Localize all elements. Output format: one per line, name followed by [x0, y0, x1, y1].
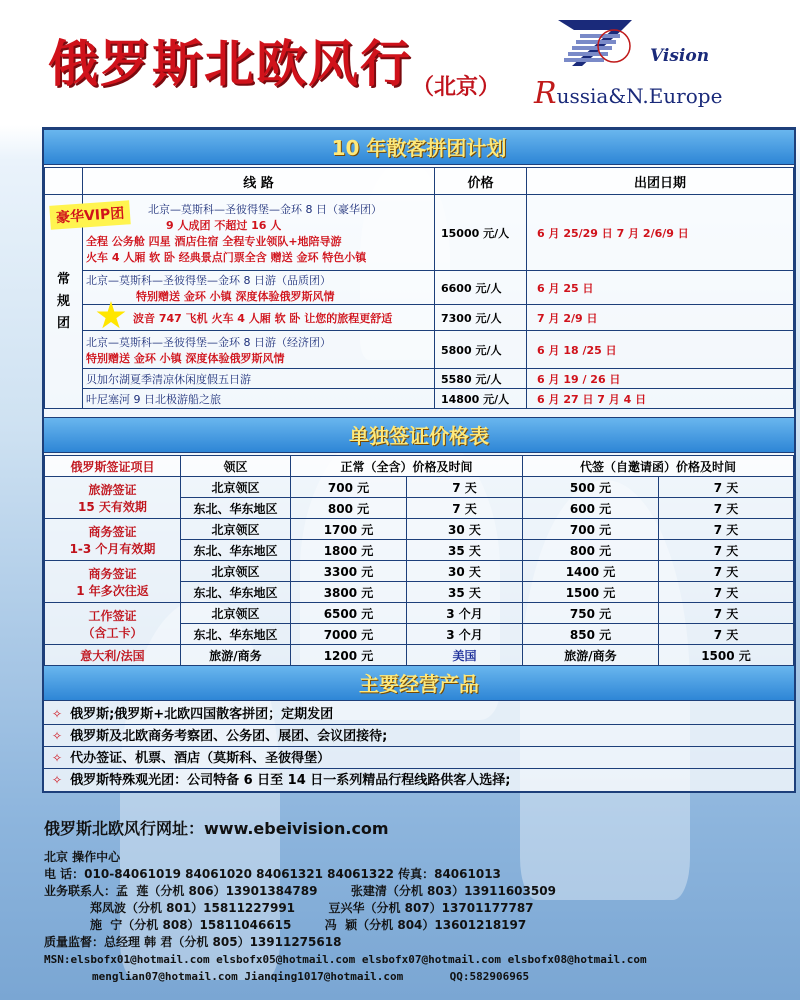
logo-tagline [534, 76, 722, 111]
route-cell [83, 331, 435, 369]
category-label: 常 规 团 [56, 271, 70, 331]
agent-time-cell: 7 天 [659, 561, 794, 582]
normal-price-cell: 1700 元 [291, 519, 407, 540]
normal-price-cell: 3800 元 [291, 582, 407, 603]
normal-price-cell: 3300 元 [291, 561, 407, 582]
visa-type-validity: （含工卡） [82, 625, 143, 640]
table-header-price: 价格 [435, 168, 527, 195]
page-title: 俄罗斯北欧风行 [48, 34, 412, 93]
visa-extra-price: 1200 元 [291, 645, 407, 666]
visa-type-cell [45, 603, 181, 645]
agent-time-cell: 7 天 [659, 477, 794, 498]
visa-type-cell [45, 561, 181, 603]
normal-time-cell: 7 天 [407, 477, 523, 498]
normal-time-cell: 3 个月 [407, 624, 523, 645]
table-header-region: 领区 [181, 456, 291, 477]
table-row [45, 389, 794, 409]
table-row [45, 305, 794, 331]
route-note: 全程 公务舱 四星 酒店住宿 全程专业领队+地陪导游 [86, 234, 342, 248]
route-cell: 贝加尔湖夏季清凉休闲度假五日游 [83, 369, 435, 389]
table-header-blank [45, 168, 83, 195]
agent-price-cell: 850 元 [523, 624, 659, 645]
table-row [45, 519, 794, 540]
contacts-line: 郑凤波（分机 801）15811227991 豆兴华（分机 807）13701177787 [44, 901, 534, 915]
visa-extra-type: 旅游/商务 [523, 645, 659, 666]
region-cell: 北京领区 [181, 561, 291, 582]
visa-extra-label: 意大利/法国 [45, 645, 181, 666]
logo-tagline-rest: ussia&N.Europe [556, 84, 723, 108]
visa-extra-country: 美国 [407, 645, 523, 666]
region-cell: 东北、华东地区 [181, 582, 291, 603]
table-header-agent: 代签（自邀请函）价格及时间 [523, 456, 794, 477]
operation-center: 北京 操作中心 [44, 850, 121, 864]
normal-time-cell: 30 天 [407, 519, 523, 540]
date-cell: 6 月 19 / 26 日 [527, 369, 794, 389]
region-cell: 东北、华东地区 [181, 498, 291, 519]
info-board [42, 127, 796, 793]
list-item [44, 747, 794, 769]
table-row [45, 477, 794, 498]
phone-line: 电 话：010-84061019 84061020 84061321 84061322 传真：84061013 [44, 867, 501, 881]
region-cell: 北京领区 [181, 603, 291, 624]
logo-vision-text: Vision [650, 46, 710, 66]
visa-type-cell [45, 519, 181, 561]
normal-price-cell: 7000 元 [291, 624, 407, 645]
agent-time-cell: 7 天 [659, 519, 794, 540]
agent-price-cell: 700 元 [523, 519, 659, 540]
agent-price-cell: 1500 元 [523, 582, 659, 603]
route-note: 特别赠送 金环 小镇 深度体验俄罗斯风情 [136, 289, 335, 303]
logo-mark-icon [552, 16, 638, 74]
normal-price-cell: 700 元 [291, 477, 407, 498]
table-row [45, 271, 794, 305]
visa-extra-price: 1500 元 [659, 645, 794, 666]
agent-price-cell: 800 元 [523, 540, 659, 561]
normal-price-cell: 1800 元 [291, 540, 407, 561]
route-cell [83, 195, 435, 271]
normal-time-cell: 30 天 [407, 561, 523, 582]
route-cell: 叶尼塞河 9 日北极游船之旅 [83, 389, 435, 409]
table-row [45, 331, 794, 369]
region-cell: 北京领区 [181, 519, 291, 540]
agent-time-cell: 7 天 [659, 582, 794, 603]
agent-time-cell: 7 天 [659, 540, 794, 561]
normal-time-cell: 35 天 [407, 582, 523, 603]
website-link[interactable]: www.ebeivision.com [204, 819, 389, 838]
product-text: 俄罗斯;俄罗斯+北欧四国散客拼团；定期发团 [70, 707, 334, 722]
sparkle-icon: ✧ [52, 773, 63, 787]
price-cell: 5800 元/人 [435, 331, 527, 369]
date-cell: 7 月 2/9 日 [527, 305, 794, 331]
website-line [44, 816, 784, 839]
list-item [44, 703, 794, 725]
product-text: 代办签证、机票、酒店（莫斯科、圣彼得堡） [70, 751, 331, 766]
contacts-line: 业务联系人：孟 莲（分机 806）13901384789 张建清（分机 803）13911603509 [44, 884, 556, 898]
normal-time-cell: 35 天 [407, 540, 523, 561]
list-item [44, 769, 794, 791]
price-cell: 7300 元/人 [435, 305, 527, 331]
agent-price-cell: 1400 元 [523, 561, 659, 582]
route-cell: 波音 747 飞机 火车 4 人厢 软 卧 让您的旅程更舒适 [83, 305, 435, 331]
visa-type-name: 工作签证 [88, 608, 137, 623]
table-row [45, 561, 794, 582]
table-row [45, 369, 794, 389]
normal-price-cell: 6500 元 [291, 603, 407, 624]
date-cell: 6 月 25 日 [527, 271, 794, 305]
table-row [45, 603, 794, 624]
product-text: 俄罗斯特殊观光团：公司特备 6 日至 14 日一系列精品行程线路供客人选择; [70, 773, 511, 788]
route-title: 北京—莫斯科—圣彼得堡—金环 8 日（豪华团） [148, 202, 382, 216]
agent-price-cell: 750 元 [523, 603, 659, 624]
route-note: 火车 4 人厢 软 卧 经典景点门票全含 赠送 金环 特色小镇 [86, 250, 367, 264]
section-title-group-plan: 10 年散客拼团计划 [44, 129, 794, 165]
header [0, 0, 800, 125]
group-plan-table [44, 167, 794, 409]
date-cell: 6 月 27 日 7 月 4 日 [527, 389, 794, 409]
table-header-item: 俄罗斯签证项目 [45, 456, 181, 477]
agent-time-cell: 7 天 [659, 603, 794, 624]
visa-type-validity: 15 天有效期 [78, 499, 147, 514]
list-item [44, 725, 794, 747]
route-title: 北京—莫斯科—圣彼得堡—金环 8 日游（经济团） [86, 335, 331, 349]
msn-qq-line: menglian07@hotmail.com Jianqing1017@hotmail.com QQ:582906965 [92, 970, 530, 983]
normal-time-cell: 7 天 [407, 498, 523, 519]
products-list [44, 703, 794, 791]
visa-type-name: 商务签证 [88, 566, 137, 581]
sparkle-icon: ✧ [52, 751, 63, 765]
section-title-visa: 单独签证价格表 [44, 417, 794, 453]
table-row [45, 645, 794, 666]
route-cell [83, 271, 435, 305]
route-note: 特别赠送 金环 小镇 深度体验俄罗斯风情 [86, 351, 285, 365]
normal-price-cell: 800 元 [291, 498, 407, 519]
visa-price-table [44, 455, 794, 666]
table-header-normal: 正常（全含）价格及时间 [291, 456, 523, 477]
visa-type-validity: 1 年多次往返 [76, 583, 149, 598]
normal-time-cell: 3 个月 [407, 603, 523, 624]
contacts-line: 施 宁（分机 808）15811046615 冯 颖（分机 804）13601218197 [44, 918, 527, 932]
agent-price-cell: 500 元 [523, 477, 659, 498]
date-cell: 6 月 25/29 日 7 月 2/6/9 日 [527, 195, 794, 271]
supervisor-line: 质量监督：总经理 韩 君（分机 805）13911275618 [44, 935, 342, 949]
sparkle-icon: ✧ [52, 707, 63, 721]
table-row [45, 195, 794, 271]
price-cell: 5580 元/人 [435, 369, 527, 389]
contact-section [44, 816, 784, 985]
page-subtitle: （北京） [412, 75, 501, 100]
region-cell: 东北、华东地区 [181, 624, 291, 645]
visa-type-name: 旅游签证 [88, 482, 137, 497]
logo-tagline-r: R [534, 76, 557, 111]
region-cell: 北京领区 [181, 477, 291, 498]
region-cell: 东北、华东地区 [181, 540, 291, 561]
vip-badge: 豪华VIP团 [49, 200, 131, 230]
price-cell: 15000 元/人 [435, 195, 527, 271]
visa-extra-type: 旅游/商务 [181, 645, 291, 666]
price-cell: 6600 元/人 [435, 271, 527, 305]
price-cell: 14800 元/人 [435, 389, 527, 409]
visa-type-validity: 1-3 个月有效期 [69, 541, 156, 556]
date-cell: 6 月 18 /25 日 [527, 331, 794, 369]
route-title: 北京—莫斯科—圣彼得堡—金环 8 日游（品质团） [86, 273, 331, 287]
sparkle-icon: ✧ [52, 729, 63, 743]
website-label: 俄罗斯北欧风行网址： [44, 819, 205, 838]
agent-price-cell: 600 元 [523, 498, 659, 519]
visa-type-name: 商务签证 [88, 524, 137, 539]
agent-time-cell: 7 天 [659, 498, 794, 519]
route-note: 9 人成团 不超过 16 人 [166, 218, 282, 232]
product-text: 俄罗斯及北欧商务考察团、公务团、展团、会议团接待; [70, 729, 388, 744]
msn-line: MSN:elsbofx01@hotmail.com elsbofx05@hotmail.com elsbofx07@hotmail.com elsbofx08@hotmail.com [44, 953, 647, 966]
company-logo [530, 14, 780, 109]
agent-time-cell: 7 天 [659, 624, 794, 645]
section-title-products: 主要经营产品 [44, 665, 794, 701]
visa-type-cell [45, 477, 181, 519]
table-header-date: 出团日期 [527, 168, 794, 195]
table-header-route: 线 路 [83, 168, 435, 195]
